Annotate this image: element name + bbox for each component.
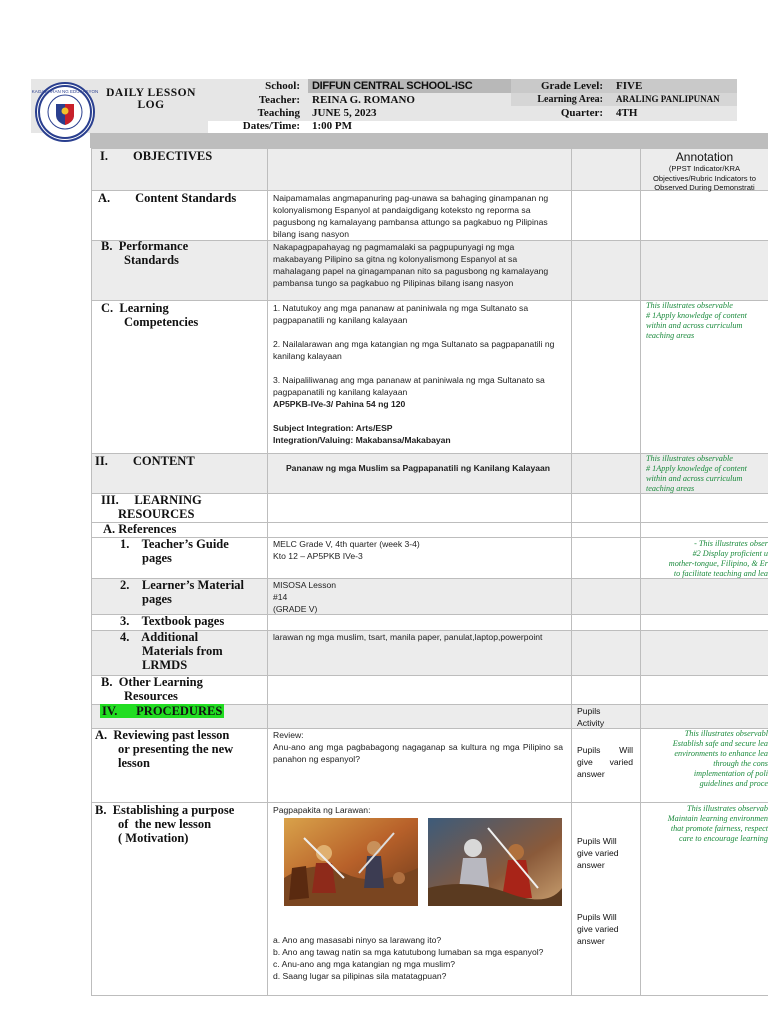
- review-question: Anu-ano ang mga pagbabagong nagaganap sa kultura ng mga Pilipino sa panahon ng espanyol?: [273, 742, 563, 764]
- ann-rev-3: environments to enhance lea: [674, 749, 768, 758]
- header-bottom-band: [90, 133, 768, 148]
- ann-rev-1: This illustrates observabl: [684, 729, 768, 738]
- ann-content-2: # 1Apply knowledge of content: [646, 464, 747, 473]
- ann-tg-1: - This illustrates obser: [694, 539, 768, 548]
- ann-comp-3: within and across curriculum: [646, 321, 743, 330]
- resources-heading-2: RESOURCES: [118, 507, 195, 521]
- svg-text:KAGAWARAN NG EDUKASYON: KAGAWARAN NG EDUKASYON: [31, 89, 99, 94]
- battle-illustration-2: [428, 818, 562, 906]
- ann-comp-1: This illustrates observable: [646, 301, 733, 310]
- review-heading: Review:: [273, 730, 304, 740]
- tg-ref-1: MELC Grade V, 4th quarter (week 3-4): [273, 539, 420, 549]
- textbook-label: 3. Textbook pages: [120, 614, 225, 628]
- annotation-header: [641, 150, 768, 193]
- ann-comp-2: # 1Apply knowledge of content: [646, 311, 747, 320]
- ann-content-4: teaching areas: [646, 484, 695, 493]
- content-title: Pananaw ng mga Muslim sa Pagpapanatili ng Kanilang Kalayaan: [285, 463, 551, 473]
- dates-label-1: Teaching: [257, 107, 300, 119]
- date-value: JUNE 5, 2023: [312, 107, 377, 119]
- other-label-2: Resources: [124, 689, 178, 703]
- lm-ref-2: #14: [273, 592, 288, 602]
- pupils-activity-line1: Pupils: [577, 706, 601, 716]
- ann-rev-6: guidelines and proce: [699, 779, 768, 788]
- additional-label-1: 4. Additional: [120, 630, 199, 644]
- additional-label-2: Materials from: [142, 644, 223, 658]
- annotation-sub-1: (PPST Indicator/KRA: [668, 164, 741, 173]
- pupils-activity-line2: Activity: [577, 718, 605, 728]
- competencies-label-2: Competencies: [124, 315, 199, 329]
- ann-pur-1: This illustrates observab: [687, 804, 768, 813]
- purpose-label-2: of the new lesson: [118, 817, 212, 831]
- purpose-intro: Pagpapakita ng Larawan:: [273, 805, 371, 815]
- question-a: a. Ano ang masasabi ninyo sa larawang ito?: [273, 935, 442, 945]
- school-value: DIFFUN CENTRAL SCHOOL-ISC: [312, 80, 473, 92]
- annotation-competencies: [646, 301, 768, 341]
- review-label-2: or presenting the new: [118, 742, 234, 756]
- purpose-pupils-answer-1: Pupils Will give varied answer: [577, 836, 619, 870]
- quarter-label: Quarter:: [560, 107, 603, 119]
- ann-rev-4: through the cons: [713, 759, 768, 768]
- ann-tg-4: to facilitate teaching and lea: [673, 569, 768, 578]
- ann-content-1: This illustrates observable: [646, 454, 733, 463]
- dll-title-line2: LOG: [137, 99, 165, 111]
- performance-label-1: B. Performance: [101, 239, 189, 253]
- tg-ref-2: Kto 12 – AP5PKB IVe-3: [273, 551, 363, 561]
- competencies-label-1: C. Learning: [101, 301, 169, 315]
- annotation-sub-2: Objectives/Rubric Indicators to: [653, 173, 756, 183]
- performance-label-2: Standards: [124, 253, 179, 267]
- grade-label: Grade Level:: [540, 80, 603, 92]
- question-c: c. Anu-ano ang mga katangian ng mga muslim?: [273, 959, 456, 969]
- area-value: ARALING PANLIPUNAN: [616, 94, 720, 104]
- dll-title: [94, 87, 208, 111]
- integration-valuing: Integration/Valuing: Makabansa/Makabayan: [273, 435, 451, 445]
- review-label-1: A. Reviewing past lesson: [95, 728, 230, 742]
- content-heading: II. CONTENT: [95, 454, 195, 468]
- review-block: [273, 729, 563, 765]
- question-d: d. Saang lugar sa pilipinas sila matatagpuan?: [273, 971, 447, 981]
- lm-label-1: 2. Learner’s Material: [120, 578, 245, 592]
- tg-references: [273, 538, 563, 562]
- other-label-1: B. Other Learning: [101, 675, 203, 689]
- content-standards-label: A. Content Standards: [98, 191, 237, 205]
- competency-item-1: 1. Natutukoy ang mga pananaw at paniniwala ng mga Sultanato sa pagpapanatili ng kanilang kalayaan: [273, 303, 529, 325]
- table-border-left: [91, 148, 92, 995]
- annotation-sub-3: Observed During Demonstrati: [654, 183, 755, 192]
- tg-label-2: pages: [142, 551, 172, 565]
- performance-text: Nakapagpapahayag ng pagmamalaki sa pagpupunyagi ng mga makabayang Pilipino sa gitna ng kolonyalismong Espanyol at sa mahalagang papel na ginagampanan nito sa pagusbong ng kamalayang pambansa tungo sa pagkabuo ng Pilipinas bilang isang nasyon: [273, 242, 549, 288]
- area-label: Learning Area:: [537, 94, 603, 105]
- resources-heading-1: III. LEARNING: [101, 493, 202, 507]
- table-divider-3: [640, 148, 641, 995]
- additional-label-3: LRMDS: [142, 658, 188, 672]
- ann-pur-4: care to encourage learning: [678, 834, 768, 843]
- teacher-value: REINA G. ROMANO: [312, 94, 415, 106]
- dates-label-2: Dates/Time:: [242, 120, 300, 132]
- annotation-tg: [642, 539, 768, 579]
- additional-materials-text: larawan ng mga muslim, tsart, manila paper, panulat,laptop,powerpoint: [273, 632, 543, 642]
- quarter-value: 4TH: [616, 107, 638, 119]
- battle-illustration-1: [284, 818, 418, 906]
- references-label: A. References: [103, 522, 177, 536]
- dll-title-line1: DAILY LESSON: [106, 87, 196, 99]
- motivation-questions: [273, 934, 563, 982]
- lm-ref-3: (GRADE V): [273, 604, 318, 614]
- deped-seal-icon: [31, 82, 99, 142]
- table-divider-2: [571, 148, 572, 995]
- ann-comp-4: teaching areas: [646, 331, 695, 340]
- annotation-review: [642, 729, 768, 789]
- annotation-title: Annotation: [675, 150, 734, 164]
- purpose-pupils-answer-2: Pupils Will give varied answer: [577, 912, 619, 946]
- purpose-label-3: ( Motivation): [118, 831, 189, 845]
- competency-item-2: 2. Nailalarawan ang mga katangian ng mga Sultanato sa pagpapanatili ng kanilang kalayaan: [273, 339, 555, 361]
- annotation-content: [646, 454, 768, 494]
- competencies-list: [273, 302, 563, 446]
- ann-tg-3: mother-tongue, Filipino, & Er: [668, 559, 768, 568]
- ann-content-3: within and across curriculum: [646, 474, 743, 483]
- annotation-purpose: [642, 804, 768, 844]
- table-divider-1: [267, 148, 268, 995]
- question-b: b. Ano ang tawag natin sa mga katutubong lumaban sa mga espanyol?: [273, 947, 544, 957]
- ann-pur-3: that promote fairness, respect: [670, 824, 768, 833]
- purpose-label-1: B. Establishing a purpose: [95, 803, 235, 817]
- school-label: School:: [265, 80, 300, 92]
- time-value: 1:00 PM: [312, 120, 353, 132]
- procedures-heading: IV. PROCEDURES: [102, 704, 223, 718]
- lm-label-2: pages: [142, 592, 172, 606]
- lm-references: [273, 579, 563, 615]
- ann-rev-2: Establish safe and secure lea: [672, 739, 768, 748]
- ann-rev-5: implementation of poli: [693, 769, 768, 778]
- pupils-activity-header: [577, 705, 637, 729]
- content-standards-text: Naipamamalas angmapanuring pag-unawa sa bahaging ginampanan ng kolonyalismong Espanyol at pandaigdigang koteksto ng reporma sa pagusbong ng kamalayang pambansa attungo sa pagkabuo ng Pilipinas bilang isang nasyon: [273, 193, 549, 239]
- grade-value: FIVE: [616, 80, 643, 92]
- review-pupils-answer: Pupils Will give varied answer: [577, 745, 633, 779]
- tg-label-1: 1. Teacher’s Guide: [120, 537, 229, 551]
- competency-code: AP5PKB-IVe-3/ Pahina 54 ng 120: [273, 399, 406, 409]
- row-references: [91, 522, 768, 538]
- ann-tg-2: #2 Display proficient u: [692, 549, 768, 558]
- lm-ref-1: MISOSA Lesson: [273, 580, 337, 590]
- teacher-label: Teacher:: [258, 94, 300, 106]
- review-label-3: lesson: [118, 756, 150, 770]
- ann-pur-2: Maintain learning environmen: [667, 814, 768, 823]
- competency-item-3: 3. Naipaliliwanag ang mga pananaw at paniniwala ng mga Sultanato sa pagpapanatili ng kanilang kalayaan: [273, 375, 545, 397]
- subject-integration: Subject Integration: Arts/ESP: [273, 423, 393, 433]
- objectives-heading: I. OBJECTIVES: [100, 149, 213, 163]
